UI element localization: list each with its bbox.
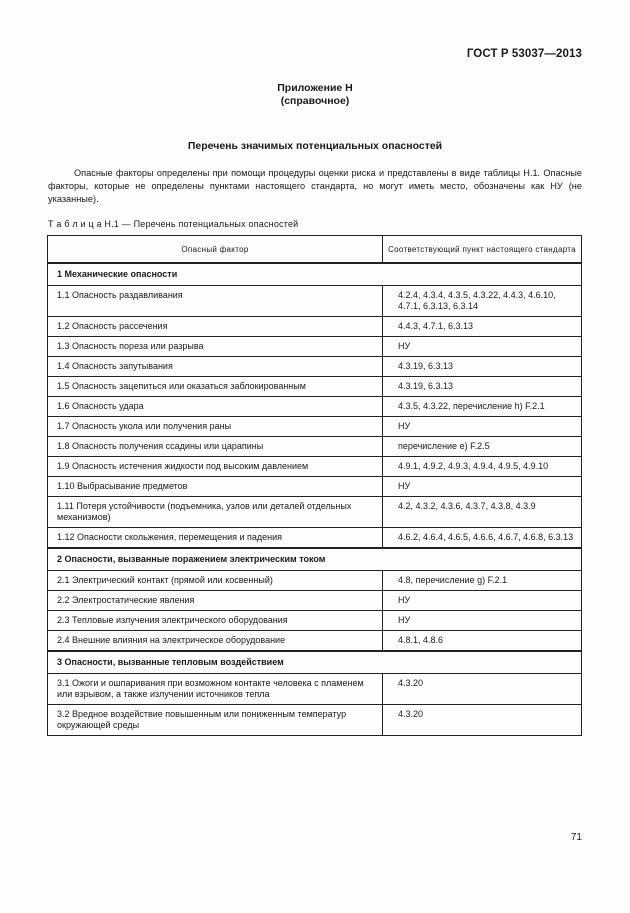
clause-reference-cell: 4.3.20 [383, 705, 582, 736]
appendix-heading [0, 82, 630, 108]
table-row [48, 674, 582, 705]
hazard-factor-cell: 1.8 Опасность получения ссадины или царапины [48, 437, 383, 457]
table-row [48, 457, 582, 477]
table-row [48, 397, 582, 417]
clause-reference-cell: 4.6.2, 4.6.4, 4.6.5, 4.6.6, 4.6.7, 4.6.8, 6.3.13 [383, 528, 582, 548]
hazard-factor-cell: 1.4 Опасность запутывания [48, 357, 383, 377]
section-title: Перечень значимых потенциальных опасностей [187, 140, 443, 152]
table-row [48, 377, 582, 397]
table-row [48, 571, 582, 591]
table-row [48, 497, 582, 528]
standard-code: ГОСТ Р 53037—2013 [466, 48, 582, 60]
hazard-factor-cell: 1.6 Опасность удара [48, 397, 383, 417]
clause-reference-cell: НУ [383, 417, 582, 437]
section-row [48, 549, 582, 571]
table-row [48, 705, 582, 736]
clause-reference-cell: 4.4.3, 4.7.1, 6.3.13 [383, 317, 582, 337]
hazard-factor-cell: 1.9 Опасность истечения жидкости под высоким давлением [48, 457, 383, 477]
clause-reference-cell: НУ [383, 611, 582, 631]
hazard-factor-cell: 1.12 Опасности скольжения, перемещения и падения [48, 528, 383, 548]
clause-reference-cell: 4.8, перечисление g) F.2.1 [383, 571, 582, 591]
clause-reference-cell: перечисление е) F.2.5 [383, 437, 582, 457]
page-number: 71 [570, 832, 582, 843]
table-row [48, 417, 582, 437]
clause-reference-cell: 4.3.20 [383, 674, 582, 705]
hazard-factor-cell: 2.3 Тепловые излучения электрического оборудования [48, 611, 383, 631]
hazard-factor-cell: 1.10 Выбрасывание предметов [48, 477, 383, 497]
table-row [48, 611, 582, 631]
hazard-factor-cell: 3.2 Вредное воздействие повышенным или пониженным температур окружающей среды [48, 705, 383, 736]
clause-reference-cell: 4.2, 4.3.2, 4.3.6, 4.3.7, 4.3.8, 4.3.9 [383, 497, 582, 528]
hazard-factor-cell: 1.7 Опасность укола или получения раны [48, 417, 383, 437]
section-title-cell: 2 Опасности, вызванные поражением электрическим током [48, 549, 582, 571]
table-row [48, 528, 582, 548]
table-row [48, 286, 582, 317]
clause-reference-cell: НУ [383, 591, 582, 611]
section-title-cell: 3 Опасности, вызванные тепловым воздействием [48, 652, 582, 674]
clause-reference-cell: НУ [383, 477, 582, 497]
table-row [48, 591, 582, 611]
table-row [48, 437, 582, 457]
hazard-factor-cell: 2.2 Электростатические явления [48, 591, 383, 611]
hazards-table [47, 235, 582, 736]
hazard-factor-cell: 1.5 Опасность зацепиться или оказаться заблокированным [48, 377, 383, 397]
table-header-row [48, 236, 582, 263]
section-title-cell: 1 Механические опасности [48, 264, 582, 286]
table-row [48, 477, 582, 497]
hazard-factor-cell: 1.11 Потеря устойчивости (подъемника, узлов или деталей отдельных механизмов) [48, 497, 383, 528]
hazard-factor-cell: 1.3 Опасность пореза или разрыва [48, 337, 383, 357]
clause-reference-cell: НУ [383, 337, 582, 357]
clause-reference-cell: 4.2.4, 4.3.4, 4.3.5, 4.3.22, 4.4.3, 4.6.10, 4.7.1, 6.3.13, 6.3.14 [383, 286, 582, 317]
hazard-factor-cell: 1.1 Опасность раздавливания [48, 286, 383, 317]
table-caption: Т а б л и ц а Н.1 — Перечень потенциальных опасностей [48, 219, 299, 229]
hazard-factor-cell: 2.1 Электрический контакт (прямой или косвенный) [48, 571, 383, 591]
table-row [48, 357, 582, 377]
hazard-factor-cell: 3.1 Ожоги и ошпаривания при возможном контакте человека с пламенем или взрывом, а также излучении источников тепла [48, 674, 383, 705]
header-factor: Опасный фактор [48, 236, 383, 263]
table-row [48, 317, 582, 337]
table-row [48, 337, 582, 357]
section-row [48, 264, 582, 286]
clause-reference-cell: 4.9.1, 4.9.2, 4.9.3, 4.9.4, 4.9.5, 4.9.10 [383, 457, 582, 477]
header-reference: Соответствующий пункт настоящего стандарта [383, 236, 582, 263]
hazard-factor-cell: 2.4 Внешние влияния на электрическое оборудование [48, 631, 383, 651]
clause-reference-cell: 4.8.1, 4.8.6 [383, 631, 582, 651]
appendix-title: Приложение Н [277, 82, 353, 94]
table-row [48, 631, 582, 651]
hazard-factor-cell: 1.2 Опасность рассечения [48, 317, 383, 337]
clause-reference-cell: 4.3.19, 6.3.13 [383, 377, 582, 397]
clause-reference-cell: 4.3.19, 6.3.13 [383, 357, 582, 377]
appendix-subtitle: (справочное) [280, 95, 350, 107]
section-row [48, 652, 582, 674]
intro-paragraph: Опасные факторы определены при помощи процедуры оценки риска и представлены в виде таблицы Н.1. Опасные факторы, которые не определены пунктами настоящего стандарта, но могут иметь место, обозначены как НУ (не указанные). [48, 168, 582, 204]
clause-reference-cell: 4.3.5, 4.3.22, перечисление h) F.2.1 [383, 397, 582, 417]
